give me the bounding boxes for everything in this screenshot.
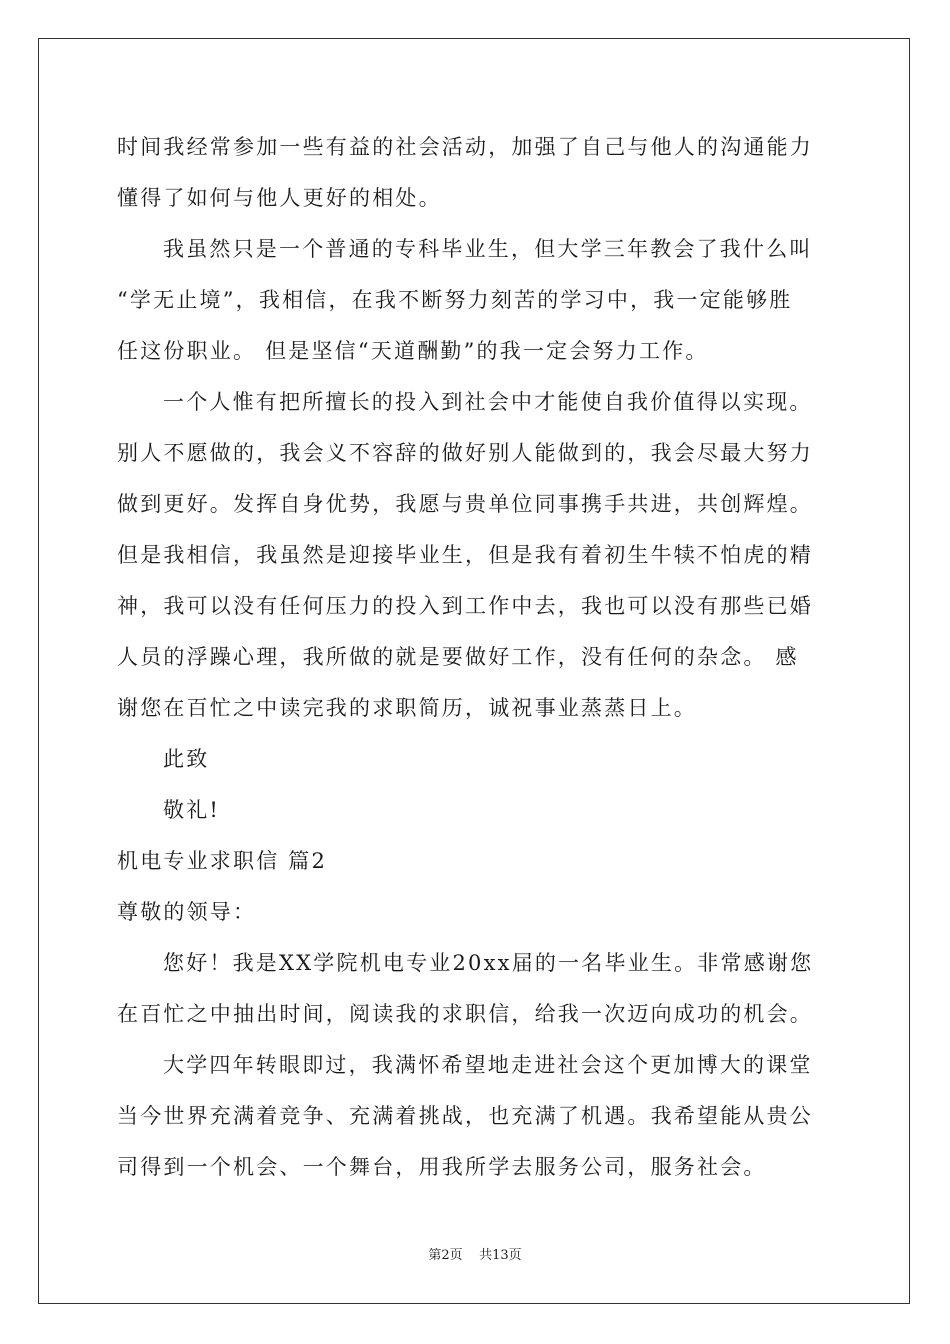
text-line: 时间我经常参加一些有益的社会活动，加强了自己与他人的沟通能力 xyxy=(117,135,813,159)
text-line: 谢您在百忙之中读完我的求职简历，诚祝事业蒸蒸日上。 xyxy=(117,696,697,720)
text-line: 我虽然只是一个普通的专科毕业生，但大学三年教会了我什么叫 xyxy=(163,237,813,261)
text-line: 尊敬的领导： xyxy=(117,900,257,924)
text-line: 但是我相信，我虽然是迎接毕业生，但是我有着初生牛犊不怕虎的精 xyxy=(117,543,813,567)
text-line: 机电专业求职信 篇2 xyxy=(117,849,328,873)
text-line: 神，我可以没有任何压力的投入到工作中去，我也可以没有那些已婚 xyxy=(117,594,813,618)
text-line: 一个人惟有把所擅长的投入到社会中才能使自我价值得以实现。 xyxy=(163,390,813,414)
page-footer xyxy=(0,1244,950,1263)
text-line: 此致 xyxy=(163,747,210,771)
text-line: “学无止境”，我相信，在我不断努力刻苦的学习中，我一定能够胜 xyxy=(117,288,793,312)
text-line: 大学四年转眼即过，我满怀希望地走进社会这个更加博大的课堂 xyxy=(163,1053,813,1077)
text-line: 做到更好。发挥自身优势，我愿与贵单位同事携手共进，共创辉煌。 xyxy=(117,492,813,516)
text-line: 懂得了如何与他人更好的相处。 xyxy=(117,186,442,210)
document-body xyxy=(117,122,833,1193)
text-line: 任这份职业。 但是坚信“天道酬勤”的我一定会努力工作。 xyxy=(117,339,709,363)
text-line: 在百忙之中抽出时间，阅读我的求职信，给我一次迈向成功的机会。 xyxy=(117,1002,813,1026)
text-line: 人员的浮躁心理，我所做的就是要做好工作，没有任何的杂念。 感 xyxy=(117,645,799,669)
text-line: 别人不愿做的，我会义不容辞的做好别人能做到的，我会尽最大努力 xyxy=(117,441,813,465)
text-line: 司得到一个机会、一个舞台，用我所学去服务公司，服务社会。 xyxy=(117,1155,767,1179)
text-line: 敬礼! xyxy=(163,798,221,822)
text-line: 当今世界充满着竞争、充满着挑战，也充满了机遇。我希望能从贵公 xyxy=(117,1104,813,1128)
page-number: 第2页 共13页 xyxy=(428,1248,522,1263)
text-line: 您好！我是XX学院机电专业20xx届的一名毕业生。非常感谢您 xyxy=(163,951,814,975)
